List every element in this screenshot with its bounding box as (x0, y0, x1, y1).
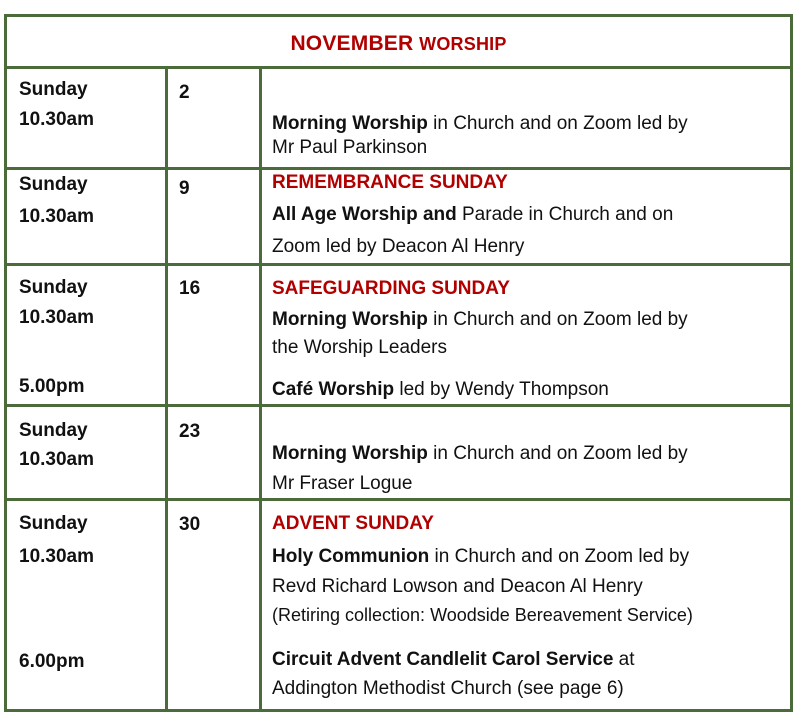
row-date: 30 (179, 514, 201, 535)
row-divider (7, 404, 790, 407)
row-date: 16 (179, 278, 201, 299)
service-line: Mr Paul Parkinson (272, 137, 428, 158)
service-line (272, 442, 688, 466)
service-line: the Worship Leaders (272, 337, 447, 358)
service-line: Zoom led by Deacon Al Henry (272, 236, 525, 257)
service-detail: in Church and on Zoom led by (427, 309, 688, 330)
occasion-heading: SAFEGUARDING SUNDAY (272, 278, 510, 299)
service-detail: led by Wendy Thompson (394, 379, 609, 400)
service-title: Holy Communion (272, 546, 430, 567)
service-title: Circuit Advent Candlelit Carol Service (272, 649, 614, 670)
row-time: 10.30am (19, 307, 95, 328)
worship-table (4, 14, 793, 712)
service-title: Morning Worship (272, 443, 428, 464)
occasion-heading: REMEMBRANCE SUNDAY (272, 172, 508, 193)
occasion-heading: ADVENT SUNDAY (272, 513, 434, 534)
service-detail: in Church and on Zoom led by (427, 113, 688, 134)
column-divider (165, 66, 168, 709)
service-line (272, 378, 609, 402)
title-month: NOVEMBER (290, 32, 414, 55)
row-divider (7, 263, 790, 266)
service-line: Revd Richard Lowson and Deacon Al Henry (272, 576, 643, 597)
service-line (272, 648, 635, 672)
service-title: Morning Worship (272, 113, 428, 134)
row-day: Sunday (19, 174, 88, 195)
service-line: Addington Methodist Church (see page 6) (272, 678, 624, 699)
service-detail: Parade in Church and on (456, 204, 674, 225)
service-detail: at (613, 649, 635, 670)
service-line (272, 545, 689, 569)
row-divider (7, 66, 790, 69)
service-line: Mr Fraser Logue (272, 473, 413, 494)
row-day: Sunday (19, 420, 88, 441)
service-title: Morning Worship (272, 309, 428, 330)
row-time-evening: 6.00pm (19, 651, 85, 672)
row-date: 9 (179, 178, 190, 199)
row-divider (7, 498, 790, 501)
column-divider (259, 66, 262, 709)
service-line (272, 203, 673, 227)
service-line (272, 308, 688, 332)
service-title: All Age Worship and (272, 204, 457, 225)
row-day: Sunday (19, 79, 88, 100)
service-detail: in Church and on Zoom led by (429, 546, 690, 567)
row-date: 2 (179, 82, 190, 103)
service-title: Café Worship (272, 379, 395, 400)
row-day: Sunday (19, 277, 88, 298)
table-title (7, 32, 790, 56)
row-time: 10.30am (19, 449, 95, 470)
service-detail: in Church and on Zoom led by (427, 443, 688, 464)
service-note: (Retiring collection: Woodside Bereavement Service) (272, 605, 693, 625)
service-line (272, 112, 688, 136)
row-time: 10.30am (19, 206, 95, 227)
row-date: 23 (179, 421, 201, 442)
row-time: 10.30am (19, 546, 95, 567)
row-divider (7, 167, 790, 170)
row-time-evening: 5.00pm (19, 376, 85, 397)
row-day: Sunday (19, 513, 88, 534)
title-word: WORSHIP (419, 34, 507, 54)
row-time: 10.30am (19, 109, 95, 130)
